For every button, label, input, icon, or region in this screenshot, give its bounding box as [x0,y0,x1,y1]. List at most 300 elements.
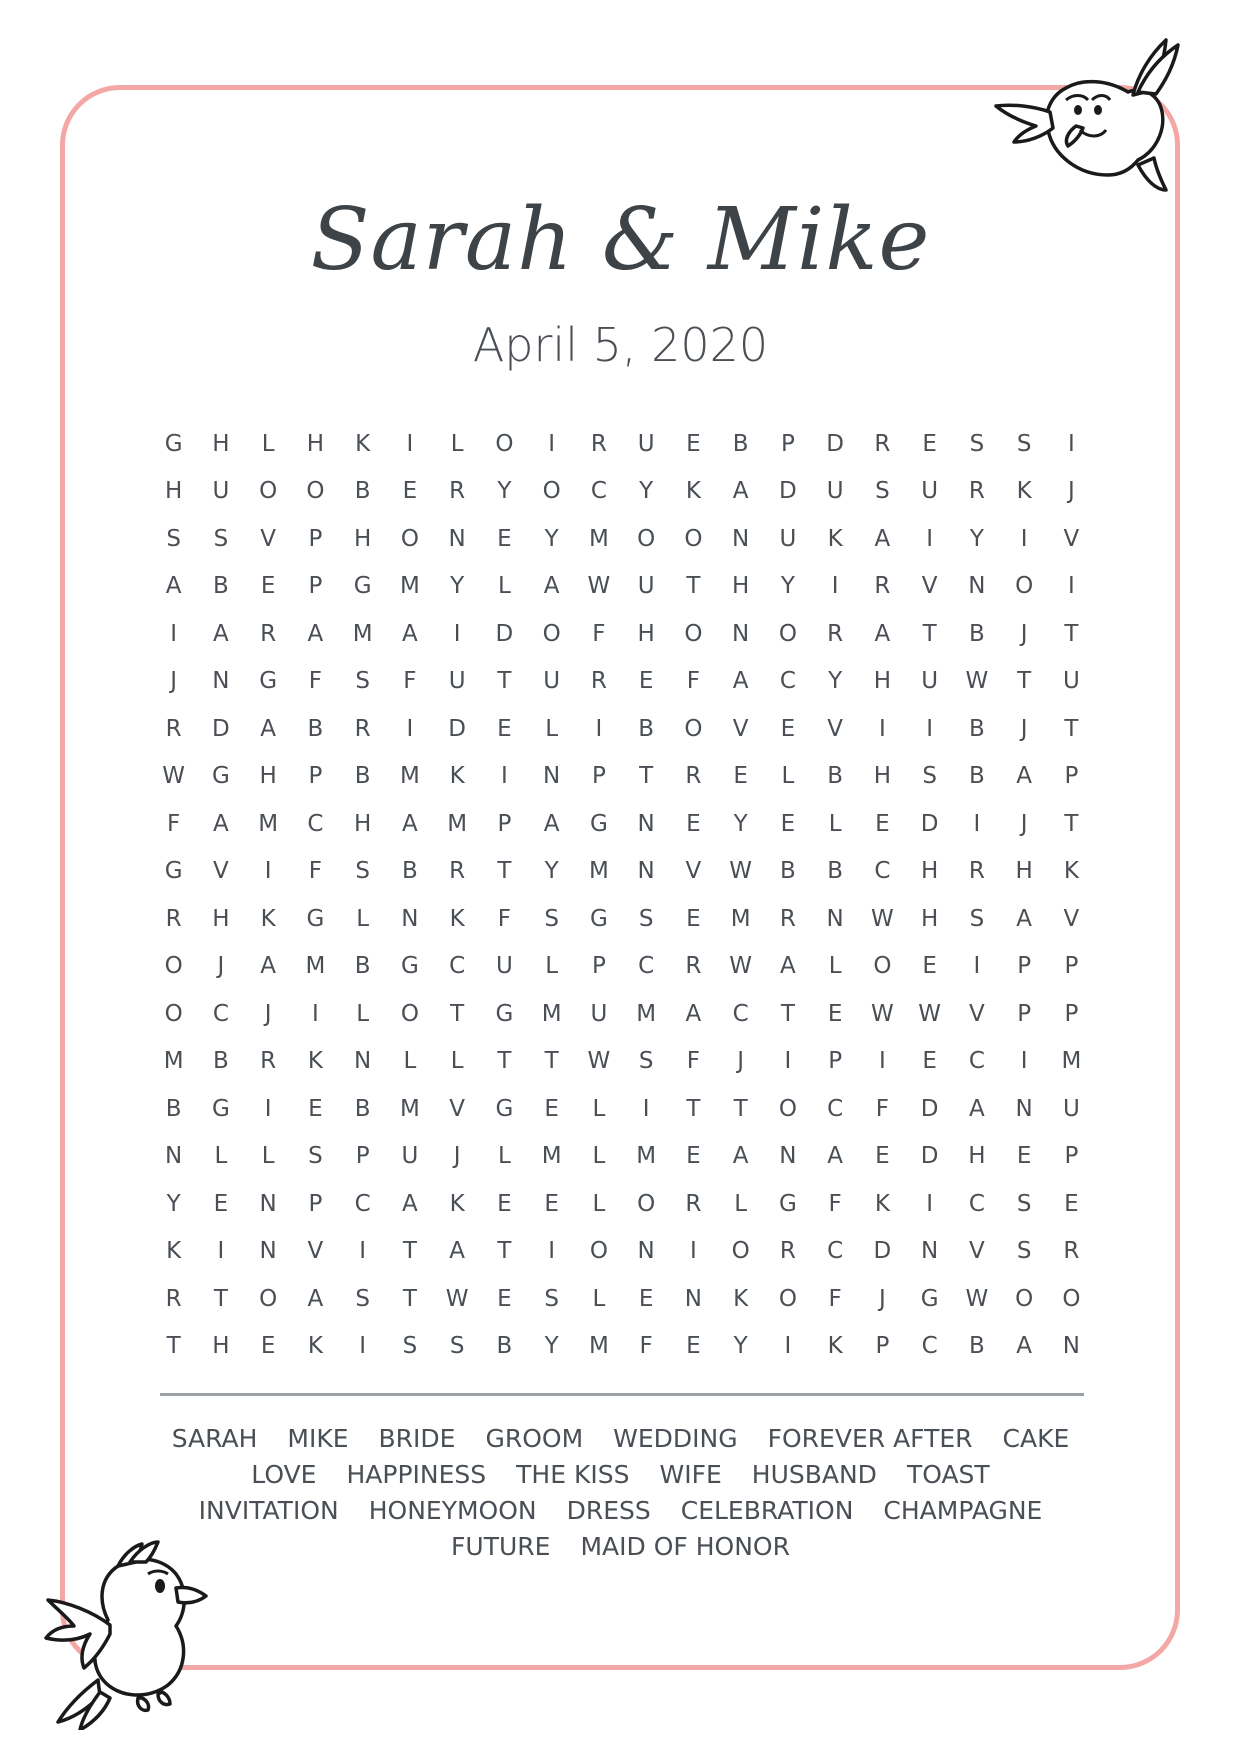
grid-letter: L [497,1143,511,1170]
grid-letter: V [921,573,938,600]
grid-letter: L [592,1285,606,1312]
grid-letter: E [260,573,276,600]
word-list-item: MIKE [287,1423,349,1453]
grid-letter: I [170,620,178,647]
grid-letter: B [827,858,844,885]
word-list-item: THE KISS [516,1459,630,1489]
grid-letter: J [1020,715,1028,742]
grid-letter: J [737,1048,745,1075]
grid-letter: W [965,668,989,695]
grid-letter: P [308,763,323,790]
grid-letter: R [827,620,844,647]
grid-letter: O [1015,1285,1034,1312]
grid-letter: E [780,810,796,837]
grid-letter: A [402,810,418,837]
grid-letter: D [212,715,230,742]
grid-letter: A [780,953,796,980]
grid-letter: E [402,478,418,505]
grid-letter: U [637,573,655,600]
word-list-line [140,1420,1101,1456]
word-list-item: GROOM [485,1423,584,1453]
grid-letter: L [781,763,795,790]
grid-letter: G [211,763,230,790]
grid-letter: I [548,430,556,457]
grid-letter: P [308,573,323,600]
grid-letter: W [162,763,185,790]
grid-letter: E [1016,1143,1032,1170]
grid-letter: O [259,478,278,505]
grid-letter: W [729,858,752,885]
grid-letter: O [637,525,656,552]
grid-letter: G [778,1190,797,1217]
grid-letter: F [497,905,511,932]
grid-letter: R [1063,1238,1080,1265]
grid-letter: C [827,1095,844,1122]
grid-letter: P [1064,763,1079,790]
grid-letter: N [1062,1333,1080,1360]
page-title: Sarah & Mike [310,190,931,290]
grid-letter: G [920,1285,939,1312]
grid-letter: K [260,905,276,932]
grid-letter: A [213,810,229,837]
grid-letter: I [1020,525,1028,552]
grid-letter: A [543,810,560,837]
grid-letter: Y [780,573,795,600]
grid-letter: I [453,620,461,647]
grid-letter: H [873,668,892,695]
grid-letter: E [686,810,701,837]
word-list-line [140,1492,1101,1528]
grid-letter: N [732,525,750,552]
grid-letter: B [638,715,655,742]
grid-letter: P [780,430,795,457]
grid-letter: N [921,1238,939,1265]
grid-letter: P [591,953,606,980]
grid-letter: M [730,905,751,932]
grid-letter: H [353,525,372,552]
grid-letter: O [1015,573,1034,600]
grid-letter: F [686,1048,700,1075]
grid-letter: H [259,763,277,790]
grid-letter: N [968,573,986,600]
grid-letter: I [406,430,414,457]
grid-letter: B [496,1333,513,1360]
grid-letter: D [920,810,939,837]
grid-letter: B [968,715,985,742]
grid-letter: O [400,1000,419,1027]
grid-letter: T [922,620,937,647]
grid-letter: V [732,715,749,742]
grid-letter: K [1016,478,1032,505]
grid-letter: O [1062,1285,1081,1312]
grid-letter: M [588,525,609,552]
grid-letter: I [878,715,886,742]
grid-letter: R [685,763,702,790]
grid-letter: F [828,1285,842,1312]
grid-letter: R [260,620,277,647]
grid-letter: A [685,1000,702,1027]
grid-letter: O [731,1238,750,1265]
grid-letter: U [543,668,561,695]
grid-letter: A [165,573,182,600]
word-list-item: CHAMPAGNE [883,1495,1043,1525]
grid-letter: H [1015,858,1033,885]
grid-letter: G [400,953,419,980]
grid-letter: C [449,953,466,980]
grid-letter: E [686,905,701,932]
grid-letter: E [497,1190,512,1217]
grid-letter: J [170,668,178,695]
grid-letter: S [969,430,985,457]
grid-letter: K [449,905,465,932]
word-list-item: SARAH [171,1423,258,1453]
grid-letter: S [355,1285,370,1312]
grid-letter: I [595,715,603,742]
grid-letter: H [920,858,939,885]
grid-letter: L [261,1143,275,1170]
grid-letter: O [637,1190,656,1217]
grid-letter: E [780,715,796,742]
grid-letter: G [306,905,325,932]
grid-letter: A [1016,905,1032,932]
grid-letter: L [356,1000,370,1027]
grid-letter: T [497,1048,512,1075]
grid-letter: I [406,715,414,742]
grid-letter: U [1062,1095,1080,1122]
word-list-item: WIFE [659,1459,722,1489]
grid-letter: O [684,525,703,552]
grid-letter: I [500,763,508,790]
grid-letter: I [264,858,272,885]
grid-letter: I [784,1048,792,1075]
grid-letter: Y [544,1333,559,1360]
grid-letter: L [497,573,511,600]
grid-letter: I [973,810,981,837]
grid-letter: E [686,430,701,457]
grid-letter: A [969,1095,985,1122]
grid-letter: K [166,1238,182,1265]
grid-letter: W [871,1000,894,1027]
grid-letter: A [543,573,560,600]
grid-letter: R [165,715,182,742]
word-list-item: HONEYMOON [368,1495,537,1525]
grid-letter: E [827,1000,843,1027]
grid-letter: P [1017,953,1032,980]
grid-letter: K [355,430,371,457]
grid-letter: L [403,1048,417,1075]
grid-letter: V [307,1238,324,1265]
grid-letter: K [307,1333,323,1360]
grid-letter: C [638,953,655,980]
grid-letter: R [968,858,985,885]
grid-letter: A [1016,1333,1032,1360]
grid-letter: N [401,905,419,932]
grid-letter: O [542,478,561,505]
grid-letter: P [308,525,323,552]
grid-letter: I [973,953,981,980]
grid-letter: B [354,1095,371,1122]
grid-letter: O [400,525,419,552]
grid-letter: F [308,668,322,695]
grid-letter: S [544,1285,559,1312]
grid-letter: H [920,905,939,932]
grid-letter: S [638,905,654,932]
grid-letter: I [311,1000,319,1027]
grid-letter: F [639,1333,653,1360]
grid-letter: Y [828,668,843,695]
grid-letter: C [827,1238,844,1265]
grid-letter: R [165,905,182,932]
grid-letter: H [212,430,230,457]
word-list-item: CELEBRATION [680,1495,854,1525]
grid-letter: T [733,1095,748,1122]
grid-letter: T [686,1095,701,1122]
grid-letter: R [779,905,796,932]
grid-letter: V [260,525,276,552]
grid-letter: T [780,1000,795,1027]
grid-letter: U [826,478,844,505]
grid-letter: N [165,1143,183,1170]
grid-letter: W [587,1048,611,1075]
grid-letter: Y [544,858,559,885]
grid-letter: K [827,1333,843,1360]
grid-letter: M [305,953,326,980]
grid-letter: E [638,1285,654,1312]
grid-letter: I [359,1333,367,1360]
grid-letter: B [212,573,229,600]
grid-letter: S [355,668,370,695]
grid-letter: H [164,478,183,505]
grid-letter: M [636,1000,657,1027]
grid-letter: A [732,478,749,505]
grid-letter: L [261,430,275,457]
grid-letter: J [878,1285,886,1312]
grid-letter: I [1067,573,1075,600]
grid-letter: T [497,1238,512,1265]
grid-letter: I [642,1095,650,1122]
grid-letter: S [449,1333,465,1360]
grid-letter: O [589,1238,608,1265]
grid-letter: V [213,858,229,885]
grid-letter: A [260,953,276,980]
grid-letter: N [212,668,230,695]
grid-letter: W [587,573,611,600]
grid-letter: H [968,1143,986,1170]
grid-letter: U [1062,668,1080,695]
grid-letter: Y [450,573,465,600]
grid-letter: C [968,1048,985,1075]
grid-letter: N [684,1285,702,1312]
grid-letter: R [590,430,607,457]
grid-letter: J [264,1000,272,1027]
grid-letter: N [1015,1095,1033,1122]
grid-letter: E [922,430,937,457]
grid-letter: K [307,1048,323,1075]
grid-letter: O [542,620,561,647]
grid-letter: I [359,1238,367,1265]
grid-letter: M [541,1000,562,1027]
grid-letter: E [213,1190,229,1217]
grid-letter: S [402,1333,418,1360]
grid-letter: F [403,668,417,695]
word-list-item: DRESS [566,1495,651,1525]
grid-letter: S [875,478,890,505]
grid-letter: I [264,1095,272,1122]
grid-letter: I [926,525,934,552]
grid-letter: G [353,573,372,600]
grid-letter: H [353,810,372,837]
grid-letter: R [165,1285,182,1312]
grid-letter: A [449,1238,465,1265]
grid-letter: O [684,620,703,647]
grid-letter: U [590,1000,608,1027]
grid-letter: E [497,1285,512,1312]
grid-letter: T [544,1048,559,1075]
bird-icon [988,30,1188,200]
grid-letter: E [308,1095,323,1122]
grid-letter: L [450,1048,464,1075]
grid-letter: O [164,1000,183,1027]
grid-letter: U [779,525,797,552]
grid-letter: I [1020,1048,1028,1075]
grid-letter: J [217,953,225,980]
grid-letter: H [212,1333,230,1360]
grid-letter: O [495,430,514,457]
grid-letter: B [165,1095,182,1122]
word-list-item: TOAST [906,1459,990,1489]
grid-letter: N [637,858,655,885]
grid-letter: T [450,1000,465,1027]
grid-letter: S [308,1143,323,1170]
grid-letter: A [213,620,229,647]
grid-letter: O [259,1285,278,1312]
grid-letter: G [164,858,183,885]
grid-letter: T [1064,715,1079,742]
grid-letter: A [732,668,749,695]
grid-letter: J [453,1143,461,1170]
grid-letter: K [685,478,701,505]
grid-letter: Y [639,478,654,505]
grid-letter: T [1017,668,1032,695]
grid-letter: O [873,953,892,980]
grid-letter: P [1017,1000,1032,1027]
grid-letter: A [307,1285,324,1312]
grid-letter: I [689,1238,697,1265]
grid-letter: M [588,858,609,885]
grid-letter: A [402,1190,418,1217]
grid-letter: R [874,573,891,600]
grid-letter: N [637,1238,655,1265]
grid-letter: E [544,1190,559,1217]
grid-letter: O [778,1095,797,1122]
grid-letter: A [1016,763,1032,790]
grid-letter: G [589,905,608,932]
grid-letter: R [354,715,371,742]
word-list-item: INVITATION [198,1495,339,1525]
grid-letter: M [258,810,279,837]
grid-letter: L [356,905,370,932]
grid-letter: F [592,620,606,647]
grid-letter: C [307,810,324,837]
grid-letter: C [732,1000,749,1027]
grid-letter: L [545,715,559,742]
grid-letter: B [354,953,371,980]
grid-letter: B [968,763,985,790]
grid-letter: D [779,478,797,505]
grid-letter: B [968,620,985,647]
grid-letter: B [401,858,418,885]
grid-letter: T [402,1285,417,1312]
grid-letter: E [497,525,512,552]
grid-letter: T [686,573,701,600]
grid-letter: L [592,1095,606,1122]
grid-letter: R [260,1048,277,1075]
word-list-line [140,1456,1101,1492]
grid-letter: B [732,430,749,457]
grid-letter: T [1064,620,1079,647]
grid-letter: C [212,1000,229,1027]
word-list-item: WEDDING [613,1423,738,1453]
grid-letter: P [497,810,512,837]
grid-letter: R [779,1238,796,1265]
grid-letter: B [354,478,371,505]
grid-letter: S [544,905,559,932]
grid-letter: P [591,763,606,790]
grid-letter: W [871,905,894,932]
grid-letter: K [449,763,465,790]
grid-letter: M [1061,1048,1082,1075]
grid-letter: A [874,620,891,647]
grid-letter: A [732,1143,749,1170]
grid-letter: T [639,763,654,790]
grid-letter: L [545,953,559,980]
grid-letter: T [497,858,512,885]
grid-letter: U [401,1143,419,1170]
grid-letter: S [355,858,370,885]
grid-letter: P [1064,953,1079,980]
grid-letter: E [875,810,890,837]
grid-letter: S [1016,1190,1032,1217]
grid-letter: D [448,715,466,742]
grid-letter: B [354,763,371,790]
grid-letter: H [637,620,655,647]
grid-letter: M [447,810,468,837]
grid-letter: N [779,1143,797,1170]
grid-letter: C [921,1333,938,1360]
grid-letter: M [163,1048,184,1075]
grid-letter: N [732,620,750,647]
grid-letter: R [590,668,607,695]
grid-letter: Y [544,525,559,552]
grid-letter: E [686,1333,701,1360]
grid-letter: D [873,1238,892,1265]
grid-letter: N [259,1190,277,1217]
grid-letter: Y [969,525,984,552]
grid-letter: L [828,953,842,980]
grid-letter: E [733,763,748,790]
grid-letter: I [926,715,934,742]
grid-letter: C [874,858,891,885]
grid-letter: C [968,1190,985,1217]
grid-letter: P [1064,1143,1079,1170]
grid-letter: K [874,1190,890,1217]
grid-letter: U [921,478,939,505]
grid-letter: S [922,763,937,790]
grid-letter: C [779,668,796,695]
grid-letter: U [637,430,655,457]
grid-letter: N [826,905,844,932]
grid-letter: M [352,620,373,647]
